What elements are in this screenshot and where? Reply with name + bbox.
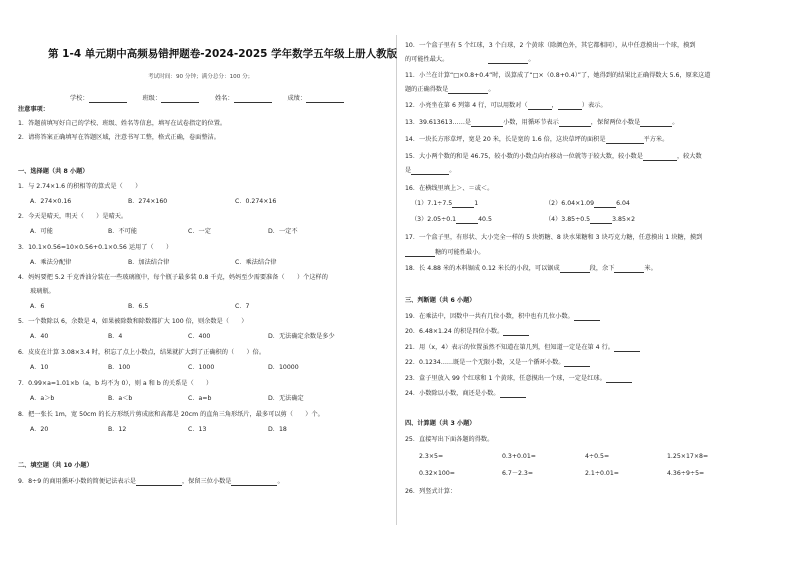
answer-blank[interactable] bbox=[503, 329, 529, 336]
question-stem: 25．直接写出下面各题的得数。 bbox=[405, 436, 494, 443]
option[interactable]: C．1000 bbox=[188, 364, 215, 371]
option[interactable]: C．7 bbox=[235, 303, 250, 310]
score-label: 成绩： bbox=[287, 95, 307, 102]
question-q17-line2 bbox=[405, 249, 485, 257]
option[interactable]: C．13 bbox=[188, 426, 207, 433]
question-q12 bbox=[405, 102, 607, 110]
name-label: 姓名： bbox=[215, 95, 234, 102]
q13-text: 13．39.613613……是 bbox=[405, 119, 472, 126]
answer-blank[interactable] bbox=[574, 314, 600, 321]
q17-text: 糖的可能性最小。 bbox=[435, 249, 485, 256]
question-stem: 4．妈妈要把 5.2 千克香油分装在一些玻璃瓶中，每个瓶子最多装 0.8 千克，妈妈至少需要准备（ ）个这样的 bbox=[18, 274, 328, 281]
school-label: 学校： bbox=[70, 95, 89, 102]
answer-blank[interactable] bbox=[594, 201, 616, 208]
q11-text: 。 bbox=[488, 86, 495, 93]
answer-blank[interactable] bbox=[456, 217, 478, 224]
compare-expr: （3）2.05÷0.1 bbox=[411, 216, 457, 223]
judge-item bbox=[405, 313, 600, 321]
compare-item bbox=[545, 216, 635, 224]
q12-text: ， bbox=[551, 102, 558, 109]
question-q9 bbox=[18, 478, 284, 486]
notice-item: 2．请将答案正确填写在答题区域，注意书写工整，格式正确，卷面整洁。 bbox=[18, 134, 220, 141]
q18-text: 米。 bbox=[644, 265, 657, 272]
calc-cell[interactable]: 0.32×100= bbox=[419, 470, 455, 477]
judge-text: 20．6.48×1.24 的积是四位小数。 bbox=[405, 328, 504, 335]
option[interactable]: D．无法确定 bbox=[268, 395, 304, 402]
calc-cell[interactable]: 0.3+0.01= bbox=[502, 453, 536, 460]
question-stem: 8．把一张长 1m，宽 50cm 的长方形纸片剪成底和高都是 20cm 的直角三角形纸片，最多可以剪（ ）个。 bbox=[18, 411, 324, 418]
q9-text: ，保留三位小数是 bbox=[181, 478, 232, 485]
q18-text: 段，余下 bbox=[589, 265, 615, 272]
option[interactable]: A．20 bbox=[30, 426, 49, 433]
name-field[interactable] bbox=[234, 96, 272, 103]
answer-blank[interactable] bbox=[528, 103, 552, 110]
notice-item: 1．答题前填写好自己的学校、班级、姓名等信息，填写在试卷指定的位置。 bbox=[18, 120, 227, 127]
option[interactable]: D．一定不 bbox=[268, 228, 298, 235]
option[interactable]: D．10000 bbox=[268, 364, 299, 371]
school-field[interactable] bbox=[89, 96, 127, 103]
question-stem: 2．今天是晴天，明天（ ）是晴天。 bbox=[18, 213, 128, 220]
answer-blank[interactable] bbox=[606, 137, 644, 144]
question-stem: 6．皮皮在计算 3.08×3.4 时，积忘了点上小数点，结果就扩大到了正确积的（ ）倍。 bbox=[18, 349, 266, 356]
answer-blank[interactable] bbox=[471, 120, 503, 127]
judge-text: 19．在乘法中，因数中一共有几位小数，积中也有几位小数。 bbox=[405, 313, 574, 320]
option[interactable]: A．10 bbox=[30, 364, 49, 371]
question-q15-line1 bbox=[405, 153, 702, 161]
option[interactable]: B．12 bbox=[108, 426, 127, 433]
judge-item bbox=[405, 344, 640, 352]
option[interactable]: B．100 bbox=[108, 364, 131, 371]
compare-expr: 1 bbox=[474, 200, 479, 207]
q15-text: 15．大小两个数的和是 46.75，较小数的小数点向右移动一位就等于较大数，较小数是 bbox=[405, 153, 643, 160]
answer-blank[interactable] bbox=[559, 120, 591, 127]
answer-blank[interactable] bbox=[640, 120, 672, 127]
answer-blank[interactable] bbox=[560, 266, 590, 273]
option[interactable]: C．一定 bbox=[188, 228, 211, 235]
question-stem: 1．与 2.74×1.6 的积相等的算式是（ ） bbox=[18, 183, 142, 190]
q14-text: 14．一块长方形草坪，宽是 20 米，长是宽的 1.6 倍，这块草坪的面积是 bbox=[405, 136, 606, 143]
answer-blank[interactable] bbox=[411, 168, 449, 175]
compare-expr: （2）6.04×1.09 bbox=[545, 200, 595, 207]
option[interactable]: C．0.274×16 bbox=[235, 198, 277, 205]
calc-cell[interactable]: 4.36÷9÷5= bbox=[667, 470, 705, 477]
calc-cell[interactable]: 1.25×17×8= bbox=[667, 453, 709, 460]
answer-blank[interactable] bbox=[614, 345, 640, 352]
question-stem: 3．10.1×0.56=10×0.56+0.1×0.56 运用了（ ） bbox=[18, 244, 173, 251]
answer-blank[interactable] bbox=[405, 250, 435, 257]
question-q11-line2 bbox=[405, 86, 495, 94]
class-label: 班级： bbox=[142, 95, 162, 102]
question-q14 bbox=[405, 136, 668, 144]
column-divider bbox=[396, 35, 397, 525]
judge-text: 22．0.1234……既是一个无限小数，又是一个循环小数。 bbox=[405, 359, 565, 366]
option[interactable]: C．a=b bbox=[188, 395, 212, 402]
question-stem: 17．一个盒子里，有形状、大小完全一样的 5 块奶糖、8 块水果糖和 3 块巧克力糖，任意摸出 1 块糖，摸到 bbox=[405, 234, 703, 241]
question-q18 bbox=[405, 265, 657, 273]
notice-heading: 注意事项： bbox=[18, 106, 49, 113]
judge-item bbox=[405, 390, 526, 398]
answer-blank[interactable] bbox=[488, 57, 528, 64]
q13-text: 小数，用循环节表示 bbox=[503, 119, 559, 126]
q15-text: ，较大数 bbox=[676, 153, 702, 160]
answer-blank[interactable] bbox=[136, 479, 182, 486]
q10-text: 的可能性最大。 bbox=[405, 56, 449, 63]
option[interactable]: A．274×0.16 bbox=[30, 198, 72, 205]
question-stem: 5．一个数除以 6，余数是 4，如果被除数和除数都扩大 100 倍，则余数是（ ） bbox=[18, 318, 248, 325]
compare-expr: （1）7.1÷7.5 bbox=[411, 200, 453, 207]
option[interactable]: B．4 bbox=[108, 333, 123, 340]
info-fields bbox=[70, 95, 344, 103]
calc-cell[interactable]: 2.3×5= bbox=[419, 453, 444, 460]
answer-blank[interactable] bbox=[500, 391, 526, 398]
option[interactable]: C．400 bbox=[188, 333, 211, 340]
judge-text: 21．用（x，4）表示的位置虽然不知道在第几列，但知道一定是在第 4 行。 bbox=[405, 344, 614, 351]
q12-text: 12．小亮坐在第 6 列第 4 行，可以用数对（ bbox=[405, 102, 528, 109]
answer-blank[interactable] bbox=[448, 87, 488, 94]
question-q15-line2 bbox=[405, 167, 455, 175]
option[interactable]: B．274×160 bbox=[128, 198, 168, 205]
option[interactable]: A．a＞b bbox=[30, 395, 55, 402]
option[interactable]: A．40 bbox=[30, 333, 49, 340]
q9-text: 9．8÷9 的商用循环小数的简便记法表示是 bbox=[18, 478, 136, 485]
compare-expr: （4）3.85÷0.5 bbox=[545, 216, 591, 223]
calc-cell[interactable]: 2.1÷0.01= bbox=[585, 470, 619, 477]
judge-text: 23．盒子里放入 99 个红球和 1 个黄球，任意摸出一个球，一定是红球。 bbox=[405, 375, 606, 382]
judge-item bbox=[405, 375, 632, 383]
q14-text: 平方米。 bbox=[643, 136, 669, 143]
option[interactable]: D．无法确定余数是多少 bbox=[268, 333, 335, 340]
compare-item bbox=[545, 200, 630, 208]
q15-text: 。 bbox=[449, 167, 456, 174]
answer-blank[interactable] bbox=[564, 360, 590, 367]
option[interactable]: B．6.5 bbox=[128, 303, 149, 310]
question-q13 bbox=[405, 119, 678, 127]
question-stem: 16．在横线里填上＞、＝或＜。 bbox=[405, 185, 494, 192]
answer-blank[interactable] bbox=[452, 201, 474, 208]
q12-text: ）表示。 bbox=[581, 102, 607, 109]
compare-expr: 6.04 bbox=[616, 200, 630, 207]
answer-blank[interactable] bbox=[590, 217, 612, 224]
q9-text: 。 bbox=[277, 478, 284, 485]
exam-info: 考试时间：90 分钟；满分总分：100 分； bbox=[148, 74, 254, 80]
q11-text: 题的正确得数是 bbox=[405, 86, 449, 93]
judge-text: 24．小数除以小数，商还是小数。 bbox=[405, 390, 500, 397]
question-stem: 26．列竖式计算： bbox=[405, 488, 457, 495]
q13-text: 。 bbox=[672, 119, 679, 126]
q18-text: 18．长 4.88 米的木料锯成 0.12 米长的小段，可以锯成 bbox=[405, 265, 560, 272]
score-field[interactable] bbox=[306, 96, 344, 103]
answer-blank[interactable] bbox=[231, 479, 277, 486]
calc-cell[interactable]: 4÷0.5= bbox=[585, 453, 610, 460]
compare-expr: 40.5 bbox=[478, 216, 492, 223]
page-title: 第 1-4 单元期中高频易错押题卷-2024-2025 学年数学五年级上册人教版 bbox=[48, 48, 398, 60]
q15-text: 是 bbox=[405, 167, 412, 174]
class-field[interactable] bbox=[161, 96, 199, 103]
answer-blank[interactable] bbox=[614, 266, 644, 273]
question-stem: 10．一个盒子里有 5 个红球，3 个白球，2 个黄球（除颜色外，其它都相同），从中任意摸出一个球，摸到 bbox=[405, 42, 696, 49]
question-q10-line2: 的可能性最大。 。 bbox=[405, 56, 535, 63]
option[interactable]: A．乘法分配律 bbox=[30, 259, 72, 266]
option[interactable]: A．6 bbox=[30, 303, 45, 310]
compare-item bbox=[411, 216, 492, 224]
option[interactable]: D．18 bbox=[268, 426, 287, 433]
answer-blank[interactable] bbox=[643, 154, 677, 161]
option[interactable]: B．a＜b bbox=[108, 395, 133, 402]
option[interactable]: B．加法结合律 bbox=[128, 259, 170, 266]
compare-item bbox=[411, 200, 478, 208]
question-stem: 7．0.99×a=1.01×b（a，b 均不为 0），则 a 和 b 的关系是（ ） bbox=[18, 380, 213, 387]
section-heading-choice: 一、选择题（共 8 小题） bbox=[18, 168, 89, 175]
answer-blank[interactable] bbox=[558, 103, 582, 110]
judge-item bbox=[405, 328, 529, 336]
question-stem: 11．小兰在计算“□×0.8+0.4”时，误算成了“□×（0.8+0.4）”了，她得到的结果比正确得数大 5.6，原来这道 bbox=[405, 72, 711, 79]
answer-blank[interactable] bbox=[606, 376, 632, 383]
section-heading-fill: 二、填空题（共 10 小题） bbox=[18, 462, 93, 469]
question-stem-continued: 玻璃瓶。 bbox=[30, 288, 55, 295]
section-heading-calc: 四、计算题（共 3 小题） bbox=[405, 420, 476, 427]
compare-expr: 3.85×2 bbox=[612, 216, 636, 223]
section-heading-judge: 三、判断题（共 6 小题） bbox=[405, 297, 476, 304]
q13-text: ，保留两位小数是 bbox=[590, 119, 641, 126]
option[interactable]: C．乘法结合律 bbox=[235, 259, 277, 266]
option[interactable]: B．不可能 bbox=[108, 228, 137, 235]
judge-item bbox=[405, 359, 590, 367]
calc-cell[interactable]: 6.7－2.3= bbox=[502, 470, 534, 477]
option[interactable]: A．可能 bbox=[30, 228, 53, 235]
